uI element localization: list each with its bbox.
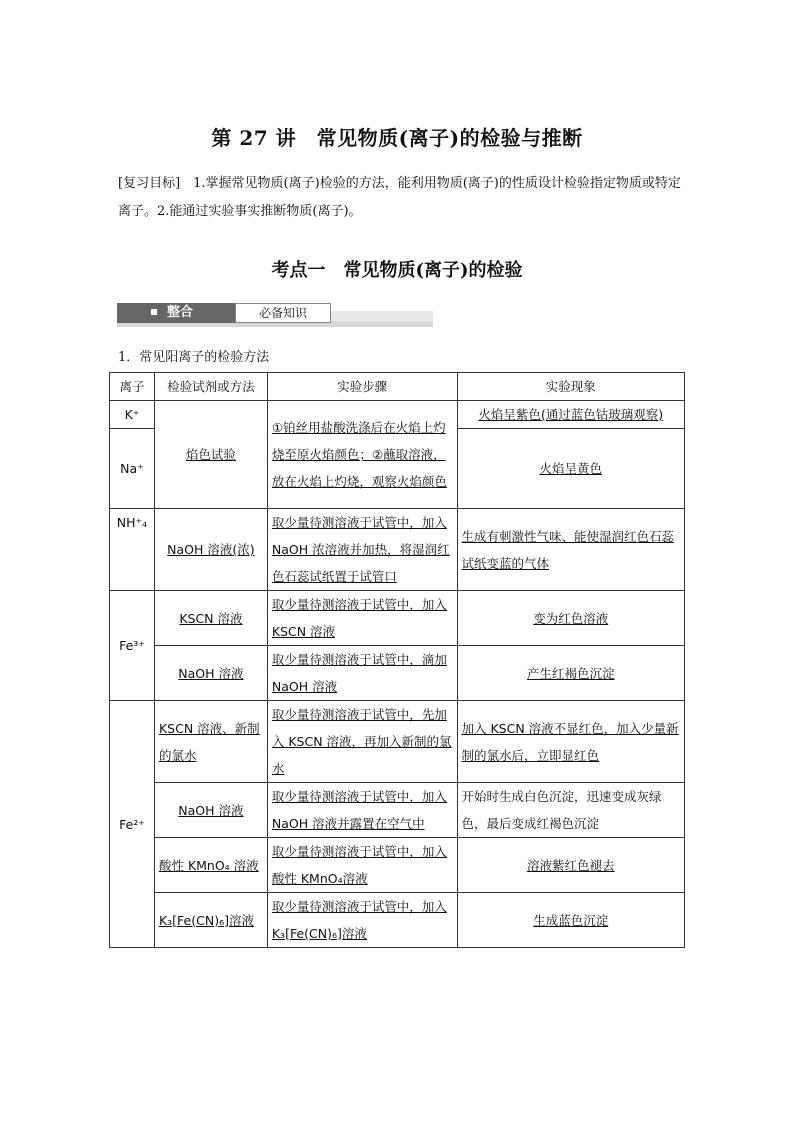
header-step: 实验步骤 — [267, 373, 457, 401]
cation-test-table — [109, 372, 685, 948]
table-row — [110, 646, 685, 701]
step-cell: 取少量待测溶液于试管中，加入 NaOH 溶液并露置在空气中 — [267, 783, 457, 838]
step-cell: 取少量待测溶液于试管中，加入 K₃[Fe(CN)₆]溶液 — [267, 893, 457, 948]
step-cell: 取少量待测溶液于试管中，先加入 KSCN 溶液，再加入新制的氯水 — [267, 701, 457, 783]
step-cell: ①铂丝用盐酸洗涤后在火焰上灼烧至原火焰颜色；②蘸取溶液，放在火焰上灼烧，观察火焰颜色 — [267, 401, 457, 509]
reagent-cell: 酸性 KMnO₄ 溶液 — [154, 838, 267, 893]
header-result: 实验现象 — [457, 373, 684, 401]
table-row — [110, 401, 685, 429]
reagent-cell: KSCN 溶液 — [154, 591, 267, 646]
table-row — [110, 783, 685, 838]
page-title: 第 27 讲 常见物质(离子)的检验与推断 — [211, 126, 583, 150]
table-row — [110, 591, 685, 646]
review-goals — [118, 170, 688, 226]
step-cell: 取少量待测溶液于试管中，加入酸性 KMnO₄溶液 — [267, 838, 457, 893]
reagent-cell: 焰色试验 — [154, 401, 267, 509]
header-reagent: 检验试剂或方法 — [154, 373, 267, 401]
section-banner — [117, 303, 433, 327]
table-row — [110, 893, 685, 948]
subsection-title: 1．常见阳离子的检验方法 — [118, 350, 270, 365]
step-cell: 取少量待测溶液于试管中，加入 NaOH 浓溶液并加热，将湿润红色石蕊试纸置于试管口 — [267, 509, 457, 591]
ion-cell: Fe²⁺ — [110, 701, 155, 948]
section-heading: 考点一 常见物质(离子)的检验 — [271, 260, 523, 281]
reagent-cell: K₃[Fe(CN)₆]溶液 — [154, 893, 267, 948]
result-cell: 变为红色溶液 — [457, 591, 684, 646]
result-cell: 火焰呈紫色(通过蓝色钴玻璃观察) — [457, 401, 684, 429]
result-cell: 生成有刺激性气味、能使湿润红色石蕊试纸变蓝的气体 — [457, 509, 684, 591]
ion-cell: NH⁺₄ — [110, 509, 155, 591]
result-cell: 溶液紫红色褪去 — [457, 838, 684, 893]
banner-label-primary: 整合 — [117, 303, 235, 323]
ion-cell: K⁺ — [110, 401, 155, 429]
reagent-cell: NaOH 溶液(浓) — [154, 509, 267, 591]
table-header-row — [110, 373, 685, 401]
ion-cell: Na⁺ — [110, 429, 155, 509]
reagent-cell: NaOH 溶液 — [154, 646, 267, 701]
ion-cell: Fe³⁺ — [110, 591, 155, 701]
table-row — [110, 838, 685, 893]
step-cell: 取少量待测溶液于试管中，滴加 NaOH 溶液 — [267, 646, 457, 701]
goal-label: [复习目标] — [118, 176, 181, 191]
reagent-cell: KSCN 溶液、新制的氯水 — [154, 701, 267, 783]
table-row — [110, 509, 685, 591]
banner-label-secondary: 必备知识 — [235, 303, 331, 323]
result-cell: 产生红褐色沉淀 — [457, 646, 684, 701]
step-cell: 取少量待测溶液于试管中，加入 KSCN 溶液 — [267, 591, 457, 646]
banner-tail — [330, 311, 433, 321]
table-row — [110, 701, 685, 783]
reagent-cell: NaOH 溶液 — [154, 783, 267, 838]
square-bullet-icon — [151, 309, 157, 315]
result-cell: 火焰呈黄色 — [457, 429, 684, 509]
header-ion: 离子 — [110, 373, 155, 401]
result-cell: 开始时生成白色沉淀，迅速变成灰绿色，最后变成红褐色沉淀 — [457, 783, 684, 838]
goal-text: 1.掌握常见物质(离子)检验的方法，能利用物质(离子)的性质设计检验指定物质或特定离子。2.能通过实验事实推断物质(离子)。 — [118, 176, 681, 219]
result-cell: 生成蓝色沉淀 — [457, 893, 684, 948]
result-cell: 加入 KSCN 溶液不显红色，加入少量新制的氯水后，立即显红色 — [457, 701, 684, 783]
